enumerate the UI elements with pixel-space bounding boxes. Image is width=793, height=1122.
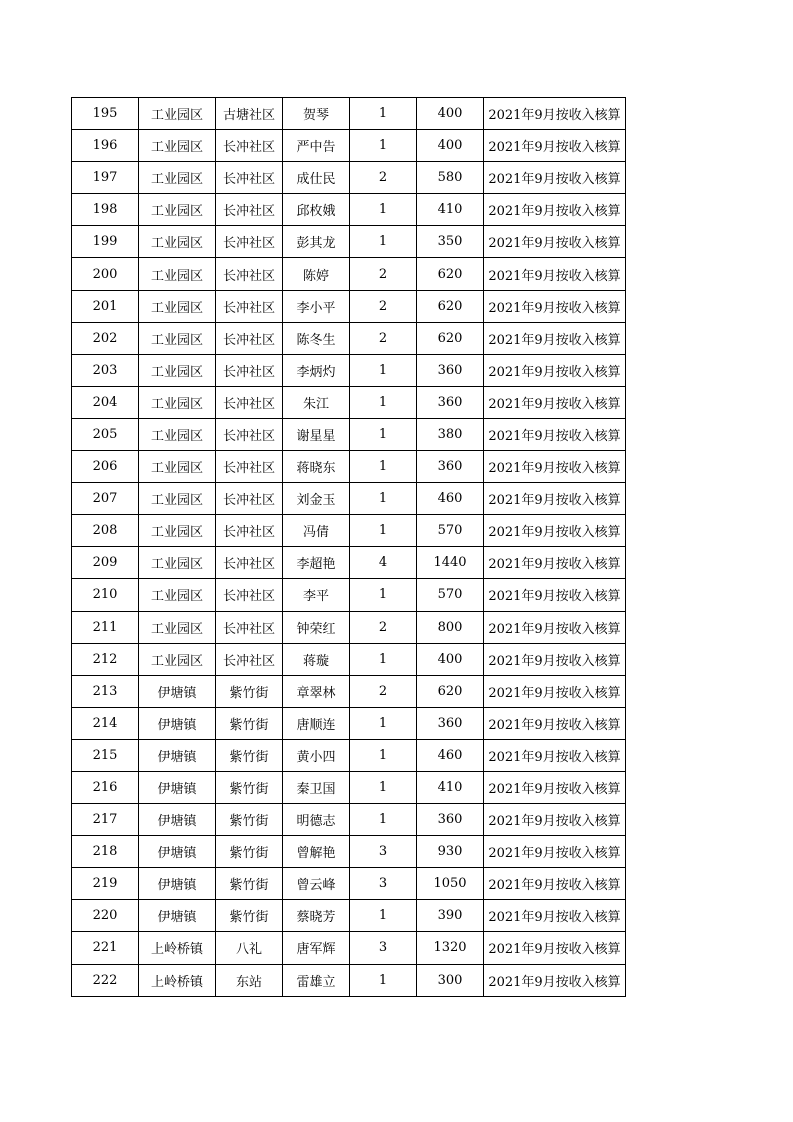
note-cell: 2021年9月按收入核算 [484,707,626,739]
town-cell: 工业园区 [139,354,216,386]
town-cell: 工业园区 [139,322,216,354]
row-number-cell: 222 [72,964,139,996]
household-size-cell: 1 [350,194,417,226]
name-cell: 李平 [283,579,350,611]
amount-cell: 580 [417,162,484,194]
name-cell: 章翠林 [283,675,350,707]
table-row [72,771,626,803]
table-row [72,900,626,932]
note-cell: 2021年9月按收入核算 [484,900,626,932]
amount-cell: 390 [417,900,484,932]
table-row [72,643,626,675]
town-cell: 工业园区 [139,98,216,130]
community-cell: 长冲社区 [216,130,283,162]
name-cell: 李炳灼 [283,354,350,386]
row-number-cell: 209 [72,547,139,579]
amount-cell: 360 [417,804,484,836]
household-size-cell: 1 [350,900,417,932]
amount-cell: 350 [417,226,484,258]
note-cell: 2021年9月按收入核算 [484,547,626,579]
household-size-cell: 1 [350,130,417,162]
name-cell: 陈冬生 [283,322,350,354]
community-cell: 长冲社区 [216,643,283,675]
community-cell: 长冲社区 [216,226,283,258]
name-cell: 蔡晓芳 [283,900,350,932]
row-number-cell: 195 [72,98,139,130]
note-cell: 2021年9月按收入核算 [484,804,626,836]
row-number-cell: 210 [72,579,139,611]
amount-cell: 400 [417,98,484,130]
amount-cell: 460 [417,739,484,771]
row-number-cell: 197 [72,162,139,194]
table-row [72,162,626,194]
amount-cell: 410 [417,194,484,226]
table-row [72,836,626,868]
amount-cell: 620 [417,675,484,707]
note-cell: 2021年9月按收入核算 [484,98,626,130]
note-cell: 2021年9月按收入核算 [484,483,626,515]
row-number-cell: 205 [72,418,139,450]
row-number-cell: 201 [72,290,139,322]
note-cell: 2021年9月按收入核算 [484,130,626,162]
table-row [72,418,626,450]
household-size-cell: 1 [350,386,417,418]
household-size-cell: 4 [350,547,417,579]
community-cell: 长冲社区 [216,547,283,579]
household-size-cell: 1 [350,771,417,803]
table-row [72,451,626,483]
community-cell: 紫竹街 [216,836,283,868]
community-cell: 长冲社区 [216,258,283,290]
household-size-cell: 1 [350,964,417,996]
community-cell: 古塘社区 [216,98,283,130]
data-table [71,97,626,997]
row-number-cell: 215 [72,739,139,771]
table-row [72,130,626,162]
amount-cell: 360 [417,707,484,739]
town-cell: 工业园区 [139,290,216,322]
community-cell: 长冲社区 [216,579,283,611]
amount-cell: 360 [417,386,484,418]
note-cell: 2021年9月按收入核算 [484,964,626,996]
town-cell: 工业园区 [139,418,216,450]
note-cell: 2021年9月按收入核算 [484,932,626,964]
note-cell: 2021年9月按收入核算 [484,322,626,354]
table-row [72,194,626,226]
household-size-cell: 2 [350,611,417,643]
amount-cell: 1050 [417,868,484,900]
household-size-cell: 2 [350,675,417,707]
note-cell: 2021年9月按收入核算 [484,386,626,418]
row-number-cell: 204 [72,386,139,418]
row-number-cell: 206 [72,451,139,483]
household-size-cell: 1 [350,354,417,386]
table-row [72,226,626,258]
household-size-cell: 2 [350,162,417,194]
amount-cell: 570 [417,515,484,547]
amount-cell: 410 [417,771,484,803]
household-size-cell: 2 [350,258,417,290]
table-row [72,611,626,643]
note-cell: 2021年9月按收入核算 [484,451,626,483]
household-size-cell: 1 [350,739,417,771]
town-cell: 伊塘镇 [139,836,216,868]
row-number-cell: 216 [72,771,139,803]
amount-cell: 620 [417,258,484,290]
row-number-cell: 200 [72,258,139,290]
amount-cell: 460 [417,483,484,515]
note-cell: 2021年9月按收入核算 [484,868,626,900]
name-cell: 唐顺连 [283,707,350,739]
household-size-cell: 2 [350,322,417,354]
town-cell: 伊塘镇 [139,868,216,900]
town-cell: 工业园区 [139,611,216,643]
name-cell: 雷雄立 [283,964,350,996]
household-size-cell: 1 [350,226,417,258]
row-number-cell: 217 [72,804,139,836]
amount-cell: 930 [417,836,484,868]
note-cell: 2021年9月按收入核算 [484,194,626,226]
community-cell: 长冲社区 [216,451,283,483]
town-cell: 工业园区 [139,547,216,579]
name-cell: 李小平 [283,290,350,322]
row-number-cell: 214 [72,707,139,739]
row-number-cell: 202 [72,322,139,354]
note-cell: 2021年9月按收入核算 [484,290,626,322]
row-number-cell: 213 [72,675,139,707]
row-number-cell: 220 [72,900,139,932]
household-size-cell: 3 [350,836,417,868]
table-row [72,515,626,547]
community-cell: 长冲社区 [216,483,283,515]
note-cell: 2021年9月按收入核算 [484,836,626,868]
household-size-cell: 1 [350,707,417,739]
table-row [72,868,626,900]
name-cell: 邱枚娥 [283,194,350,226]
community-cell: 紫竹街 [216,771,283,803]
table-body [72,98,626,997]
name-cell: 秦卫国 [283,771,350,803]
town-cell: 工业园区 [139,194,216,226]
table-row [72,290,626,322]
row-number-cell: 196 [72,130,139,162]
table-row [72,322,626,354]
household-size-cell: 1 [350,483,417,515]
table-row [72,483,626,515]
row-number-cell: 203 [72,354,139,386]
community-cell: 紫竹街 [216,868,283,900]
name-cell: 贺琴 [283,98,350,130]
row-number-cell: 219 [72,868,139,900]
amount-cell: 620 [417,290,484,322]
table-row [72,964,626,996]
town-cell: 伊塘镇 [139,771,216,803]
name-cell: 蒋璇 [283,643,350,675]
household-size-cell: 1 [350,418,417,450]
household-size-cell: 1 [350,643,417,675]
household-size-cell: 1 [350,804,417,836]
name-cell: 李超艳 [283,547,350,579]
community-cell: 紫竹街 [216,739,283,771]
note-cell: 2021年9月按收入核算 [484,258,626,290]
community-cell: 紫竹街 [216,675,283,707]
note-cell: 2021年9月按收入核算 [484,643,626,675]
row-number-cell: 199 [72,226,139,258]
row-number-cell: 221 [72,932,139,964]
amount-cell: 1440 [417,547,484,579]
name-cell: 陈婷 [283,258,350,290]
table-row [72,547,626,579]
town-cell: 工业园区 [139,643,216,675]
name-cell: 谢星星 [283,418,350,450]
community-cell: 长冲社区 [216,322,283,354]
row-number-cell: 207 [72,483,139,515]
name-cell: 成仕民 [283,162,350,194]
amount-cell: 380 [417,418,484,450]
town-cell: 伊塘镇 [139,675,216,707]
name-cell: 冯倩 [283,515,350,547]
household-size-cell: 1 [350,579,417,611]
note-cell: 2021年9月按收入核算 [484,771,626,803]
note-cell: 2021年9月按收入核算 [484,579,626,611]
community-cell: 长冲社区 [216,515,283,547]
table-row [72,707,626,739]
town-cell: 工业园区 [139,579,216,611]
town-cell: 工业园区 [139,130,216,162]
community-cell: 长冲社区 [216,162,283,194]
community-cell: 长冲社区 [216,611,283,643]
town-cell: 上岭桥镇 [139,932,216,964]
amount-cell: 400 [417,643,484,675]
row-number-cell: 211 [72,611,139,643]
community-cell: 东站 [216,964,283,996]
town-cell: 工业园区 [139,386,216,418]
town-cell: 工业园区 [139,226,216,258]
note-cell: 2021年9月按收入核算 [484,611,626,643]
note-cell: 2021年9月按收入核算 [484,675,626,707]
town-cell: 工业园区 [139,451,216,483]
town-cell: 伊塘镇 [139,804,216,836]
town-cell: 伊塘镇 [139,707,216,739]
community-cell: 长冲社区 [216,194,283,226]
table-row [72,354,626,386]
community-cell: 八礼 [216,932,283,964]
note-cell: 2021年9月按收入核算 [484,354,626,386]
household-size-cell: 3 [350,868,417,900]
note-cell: 2021年9月按收入核算 [484,418,626,450]
town-cell: 伊塘镇 [139,739,216,771]
name-cell: 蒋晓东 [283,451,350,483]
table-row [72,739,626,771]
amount-cell: 800 [417,611,484,643]
amount-cell: 300 [417,964,484,996]
amount-cell: 360 [417,451,484,483]
name-cell: 朱江 [283,386,350,418]
amount-cell: 400 [417,130,484,162]
name-cell: 黄小四 [283,739,350,771]
community-cell: 紫竹街 [216,707,283,739]
town-cell: 上岭桥镇 [139,964,216,996]
community-cell: 长冲社区 [216,354,283,386]
name-cell: 钟荣红 [283,611,350,643]
name-cell: 曾云峰 [283,868,350,900]
table-row [72,675,626,707]
row-number-cell: 218 [72,836,139,868]
note-cell: 2021年9月按收入核算 [484,226,626,258]
amount-cell: 620 [417,322,484,354]
table-row [72,804,626,836]
town-cell: 工业园区 [139,258,216,290]
community-cell: 紫竹街 [216,900,283,932]
name-cell: 刘金玉 [283,483,350,515]
row-number-cell: 198 [72,194,139,226]
name-cell: 严中告 [283,130,350,162]
table-row [72,932,626,964]
household-size-cell: 1 [350,515,417,547]
name-cell: 明德志 [283,804,350,836]
community-cell: 长冲社区 [216,418,283,450]
town-cell: 工业园区 [139,515,216,547]
note-cell: 2021年9月按收入核算 [484,739,626,771]
community-cell: 长冲社区 [216,386,283,418]
amount-cell: 570 [417,579,484,611]
town-cell: 伊塘镇 [139,900,216,932]
table-row [72,386,626,418]
amount-cell: 360 [417,354,484,386]
town-cell: 工业园区 [139,483,216,515]
community-cell: 长冲社区 [216,290,283,322]
table-row [72,579,626,611]
town-cell: 工业园区 [139,162,216,194]
household-size-cell: 3 [350,932,417,964]
name-cell: 彭其龙 [283,226,350,258]
community-cell: 紫竹街 [216,804,283,836]
note-cell: 2021年9月按收入核算 [484,162,626,194]
household-size-cell: 1 [350,451,417,483]
household-size-cell: 1 [350,98,417,130]
household-size-cell: 2 [350,290,417,322]
amount-cell: 1320 [417,932,484,964]
name-cell: 曾解艳 [283,836,350,868]
table-row [72,258,626,290]
row-number-cell: 208 [72,515,139,547]
name-cell: 唐军辉 [283,932,350,964]
note-cell: 2021年9月按收入核算 [484,515,626,547]
row-number-cell: 212 [72,643,139,675]
table-row [72,98,626,130]
